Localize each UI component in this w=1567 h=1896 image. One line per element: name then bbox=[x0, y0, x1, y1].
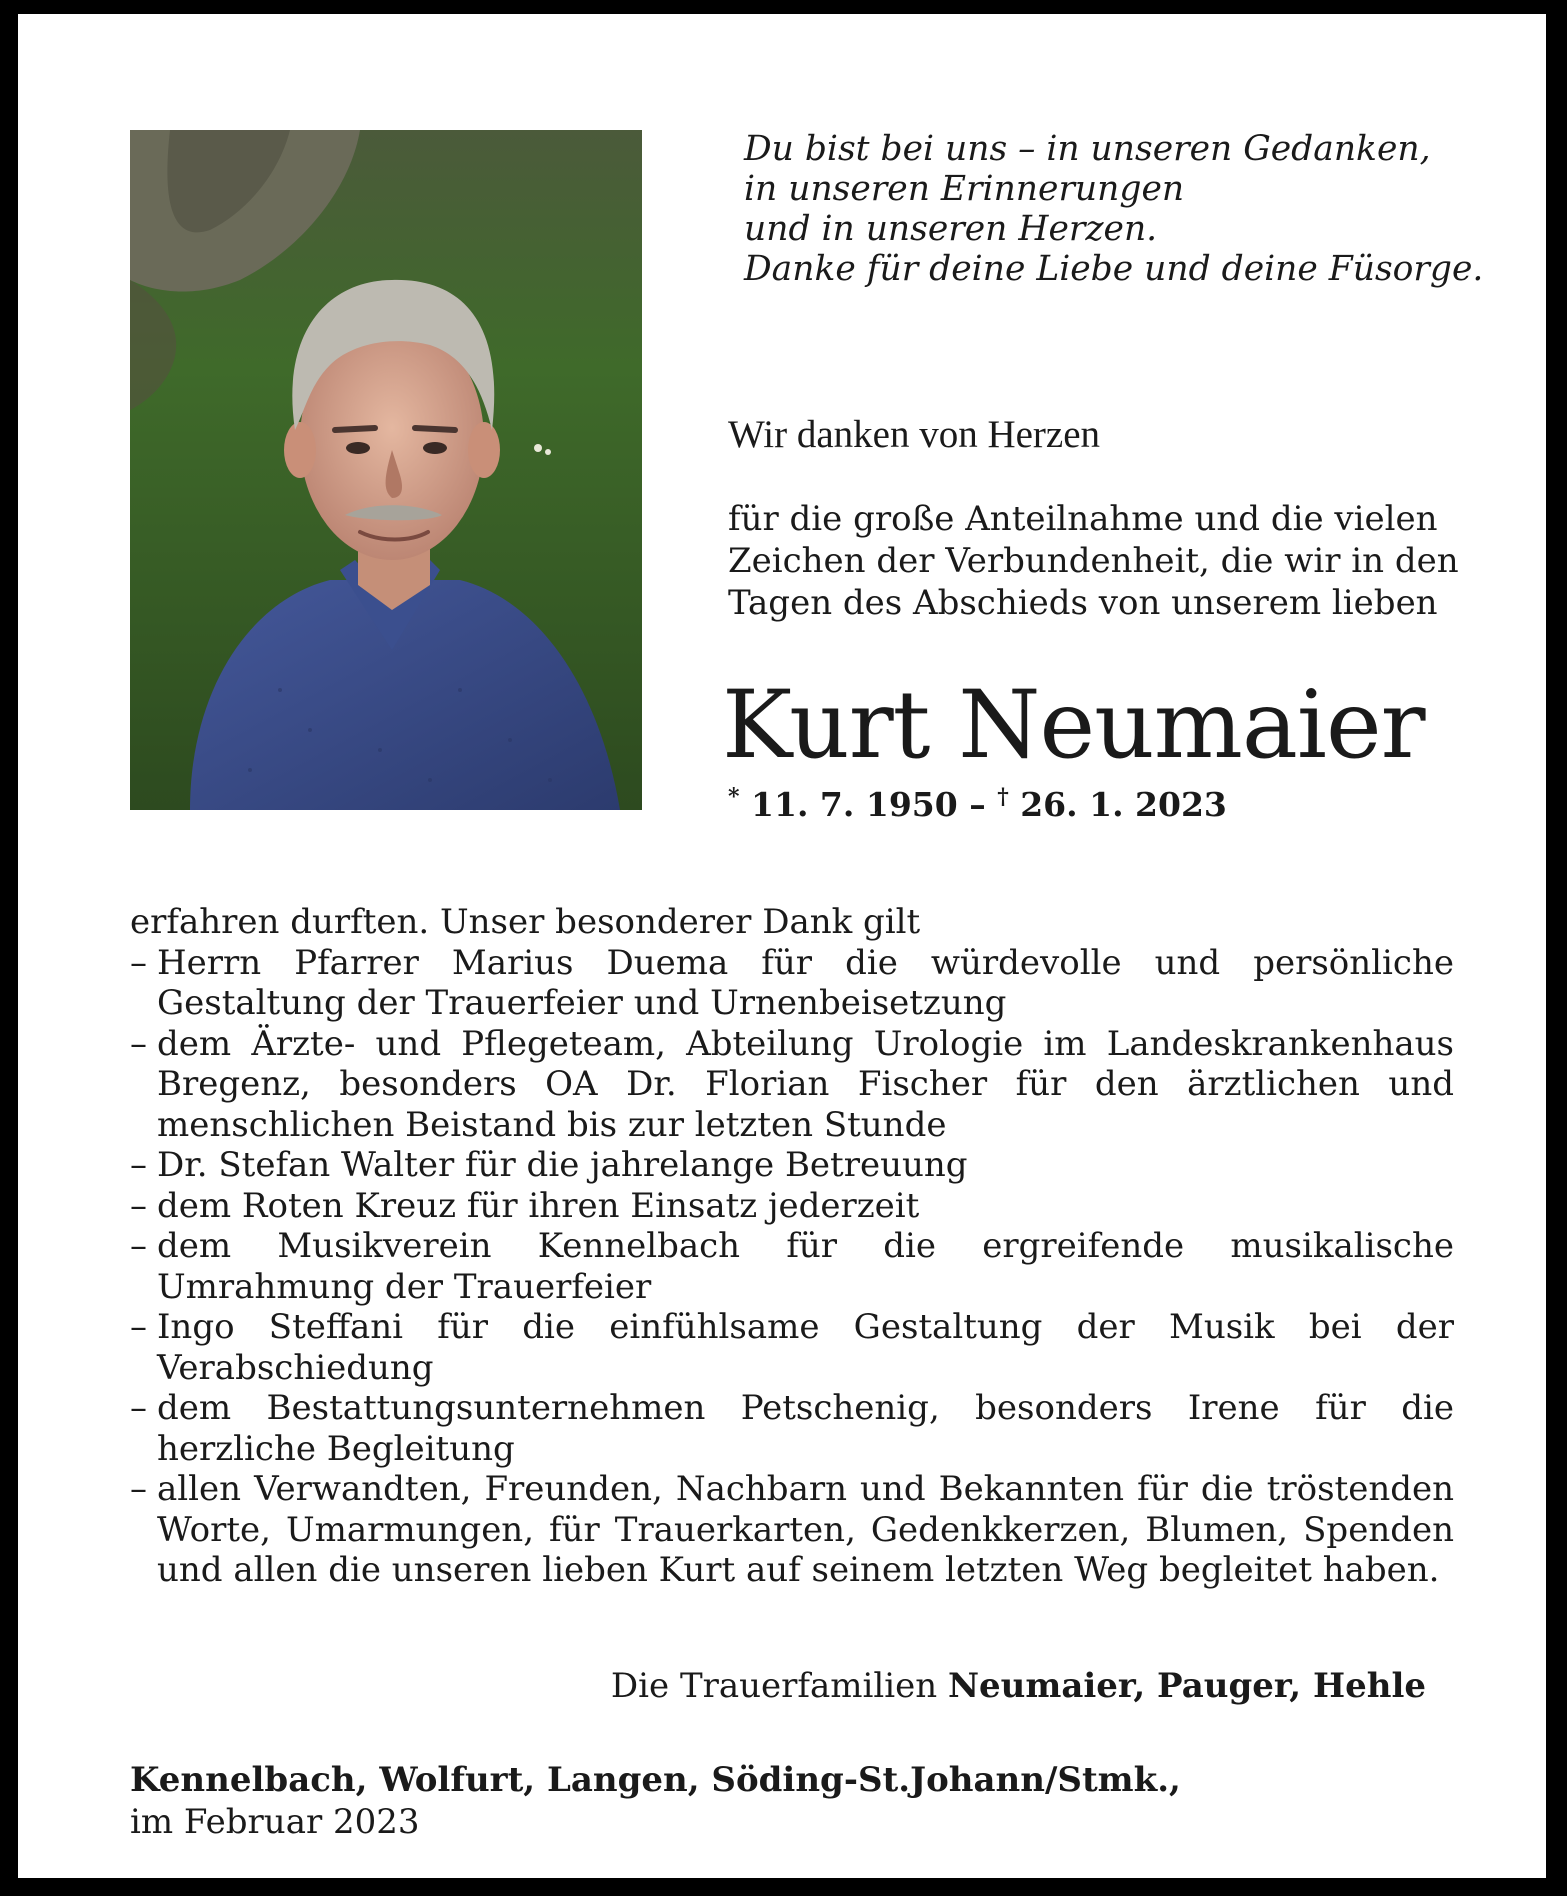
thanks-body bbox=[130, 902, 1454, 1591]
portrait-icon bbox=[130, 130, 642, 810]
month-year: im Februar 2023 bbox=[130, 1802, 420, 1842]
list-item: – Dr. Stefan Walter für die jahrelange Betreuung bbox=[130, 1145, 968, 1185]
dash-bullet: – bbox=[130, 942, 147, 983]
intro-text bbox=[728, 498, 1528, 624]
family-names: Neumaier, Pauger, Hehle bbox=[947, 1666, 1426, 1706]
portrait-photo bbox=[130, 130, 642, 810]
list-item: – allen Verwandten, Freunden, Nachbarn und Bekannten für die tröstenden Worte, Umarmungen, für Trauerkarten, Gedenkkerzen, Blumen, Spenden und allen die unseren lieben Kurt auf seinem letzten Weg begleitet haben. bbox=[130, 1469, 1454, 1590]
dash-bullet: – bbox=[130, 1388, 147, 1428]
verse-line: Du bist bei uns – in unseren Gedanken, bbox=[744, 129, 1431, 169]
life-dates bbox=[728, 784, 1227, 824]
verse-line: Danke für deine Liebe und deine Füsorge. bbox=[744, 249, 1484, 289]
date-separator: – bbox=[957, 785, 998, 824]
list-item: – Ingo Steffani für die einfühlsame Gestaltung der Musik bei der Verabschiedung bbox=[130, 1307, 1454, 1388]
lead-sentence: erfahren durften. Unser besonderer Dank gilt bbox=[130, 902, 921, 942]
intro-line: Tagen des Abschieds von unserem lieben bbox=[728, 583, 1438, 623]
death-symbol: † bbox=[997, 784, 1009, 810]
intro-line: für die große Anteilnahme und die vielen bbox=[728, 499, 1438, 539]
dash-bullet: – bbox=[130, 1226, 147, 1266]
dash-bullet: – bbox=[130, 1469, 147, 1509]
signature bbox=[611, 1666, 1426, 1706]
verse-line: in unseren Erinnerungen bbox=[744, 169, 1185, 209]
poem-verse bbox=[744, 129, 1504, 289]
signature-prefix: Die Trauerfamilien bbox=[610, 1666, 948, 1706]
list-item: – dem Musikverein Kennelbach für die ergreifende musikalische Umrahmung der Trauerfeier bbox=[130, 1226, 1454, 1307]
list-item: – dem Bestattungsunternehmen Petschenig, besonders Irene für die herzliche Begleitung bbox=[130, 1388, 1454, 1469]
thanks-list bbox=[130, 943, 1454, 1591]
list-item: – Herrn Pfarrer Marius Duema für die würdevolle und persönliche Gestaltung der Trauerfeier und Urnenbeisetzung bbox=[130, 942, 1454, 1023]
death-date: 26. 1. 2023 bbox=[1020, 785, 1227, 824]
deceased-name: Kurt Neumaier bbox=[722, 671, 1425, 780]
dash-bullet: – bbox=[130, 1023, 147, 1064]
thanks-heading: Wir danken von Herzen bbox=[728, 413, 1101, 456]
dash-bullet: – bbox=[130, 1145, 147, 1185]
birth-symbol: * bbox=[728, 784, 740, 810]
dash-bullet: – bbox=[130, 1307, 147, 1347]
intro-line: Zeichen der Verbundenheit, die wir in den bbox=[728, 541, 1459, 581]
list-item: – dem Ärzte- und Pflegeteam, Abteilung Urologie im Landeskrankenhaus Bregenz, besonders OA Dr. Florian Fischer für den ärztlichen und menschlichen Beistand bis zur letzten Stunde bbox=[130, 1023, 1454, 1145]
birth-date: 11. 7. 1950 bbox=[751, 785, 958, 824]
dash-bullet: – bbox=[130, 1185, 147, 1226]
places: Kennelbach, Wolfurt, Langen, Söding-St.Johann/Stmk., bbox=[130, 1760, 1181, 1800]
obituary-card bbox=[18, 14, 1546, 1878]
list-item: – dem Roten Kreuz für ihren Einsatz jederzeit bbox=[130, 1185, 920, 1226]
verse-line: und in unseren Herzen. bbox=[744, 209, 1158, 249]
